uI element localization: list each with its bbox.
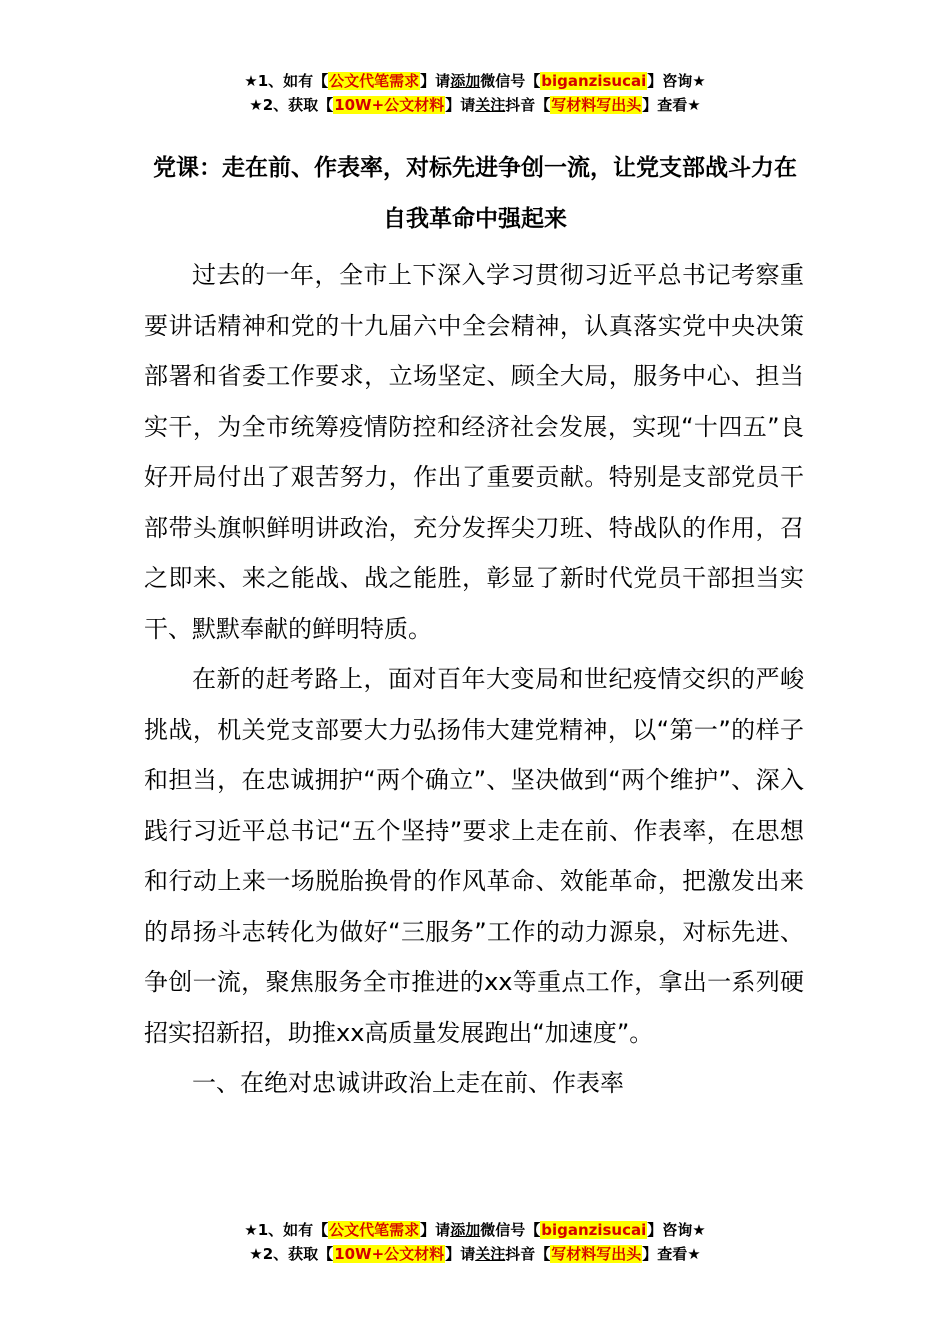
promo-text: 】请 — [420, 1221, 451, 1239]
promo-line-2 — [0, 93, 950, 117]
promo-wechat-id: biganzisucai — [541, 72, 647, 90]
promo-underlined-text: 关注 — [475, 96, 506, 114]
promo-highlight: 公文代笔需求 — [329, 72, 420, 90]
document-body — [144, 250, 804, 1109]
promo-text: 】咨询★ — [647, 72, 706, 90]
promo-underlined-text: 关注 — [475, 1245, 506, 1263]
promo-text: 抖音【 — [505, 96, 551, 114]
promo-text: 】请 — [445, 1245, 476, 1263]
promo-line-1 — [0, 1218, 950, 1242]
promo-text: 】请 — [445, 96, 476, 114]
footer-promo-banner — [0, 1218, 950, 1266]
promo-highlight: 10W+公文材料 — [334, 1245, 445, 1263]
promo-text: ★1、如有【 — [244, 1221, 329, 1239]
promo-highlight: 公文代笔需求 — [329, 1221, 420, 1239]
promo-wechat-id: biganzisucai — [541, 1221, 647, 1239]
promo-text: 微信号【 — [480, 1221, 541, 1239]
promo-text: ★2、获取【 — [249, 96, 334, 114]
promo-text: 】查看★ — [642, 96, 701, 114]
promo-underlined-text: 添加 — [450, 72, 481, 90]
section-heading-1: 一、在绝对忠诚讲政治上走在前、作表率 — [192, 1069, 624, 1097]
header-promo-banner — [0, 69, 950, 117]
body-paragraph-1: 过去的一年，全市上下深入学习贯彻习近平总书记考察重要讲话精神和党的十九届六中全会精神，认真落实党中央决策部署和省委工作要求，立场坚定、顾全大局，服务中心、担当实干，为全市统筹疫情防控和经济社会发展，实现“十四五”良好开局付出了艰苦努力，作出了重要贡献。特别是支部党员干部带头旗帜鲜明讲政治，充分发挥尖刀班、特战队的作用，召之即来、来之能战、战之能胜，彰显了新时代党员干部担当实干、默默奉献的鲜明特质。 — [144, 261, 804, 643]
promo-line-2 — [0, 1242, 950, 1266]
promo-text: 微信号【 — [480, 72, 541, 90]
promo-text: 】请 — [420, 72, 451, 90]
promo-highlight: 10W+公文材料 — [334, 96, 445, 114]
promo-text: ★1、如有【 — [244, 72, 329, 90]
promo-underlined-text: 添加 — [450, 1221, 481, 1239]
body-paragraph-2: 在新的赶考路上，面对百年大变局和世纪疫情交织的严峻挑战，机关党支部要大力弘扬伟大建党精神，以“第一”的样子和担当，在忠诚拥护“两个确立”、坚决做到“两个维护”、深入践行习近平总书记“五个坚持”要求上走在前、作表率，在思想和行动上来一场脱胎换骨的作风革命、效能革命，把激发出来的昂扬斗志转化为做好“三服务”工作的动力源泉，对标先进、争创一流，聚焦服务全市推进的xx等重点工作，拿出一系列硬招实招新招，助推xx高质量发展跑出“加速度”。 — [144, 665, 804, 1047]
promo-douyin-account: 写材料写出头 — [551, 96, 642, 114]
document-title: 党课：走在前、作表率，对标先进争创一流，让党支部战斗力在自我革命中强起来 — [153, 155, 797, 232]
promo-text: 】咨询★ — [647, 1221, 706, 1239]
promo-line-1 — [0, 69, 950, 93]
promo-text: 抖音【 — [505, 1245, 551, 1263]
promo-text: 】查看★ — [642, 1245, 701, 1263]
promo-douyin-account: 写材料写出头 — [551, 1245, 642, 1263]
promo-text: ★2、获取【 — [249, 1245, 334, 1263]
